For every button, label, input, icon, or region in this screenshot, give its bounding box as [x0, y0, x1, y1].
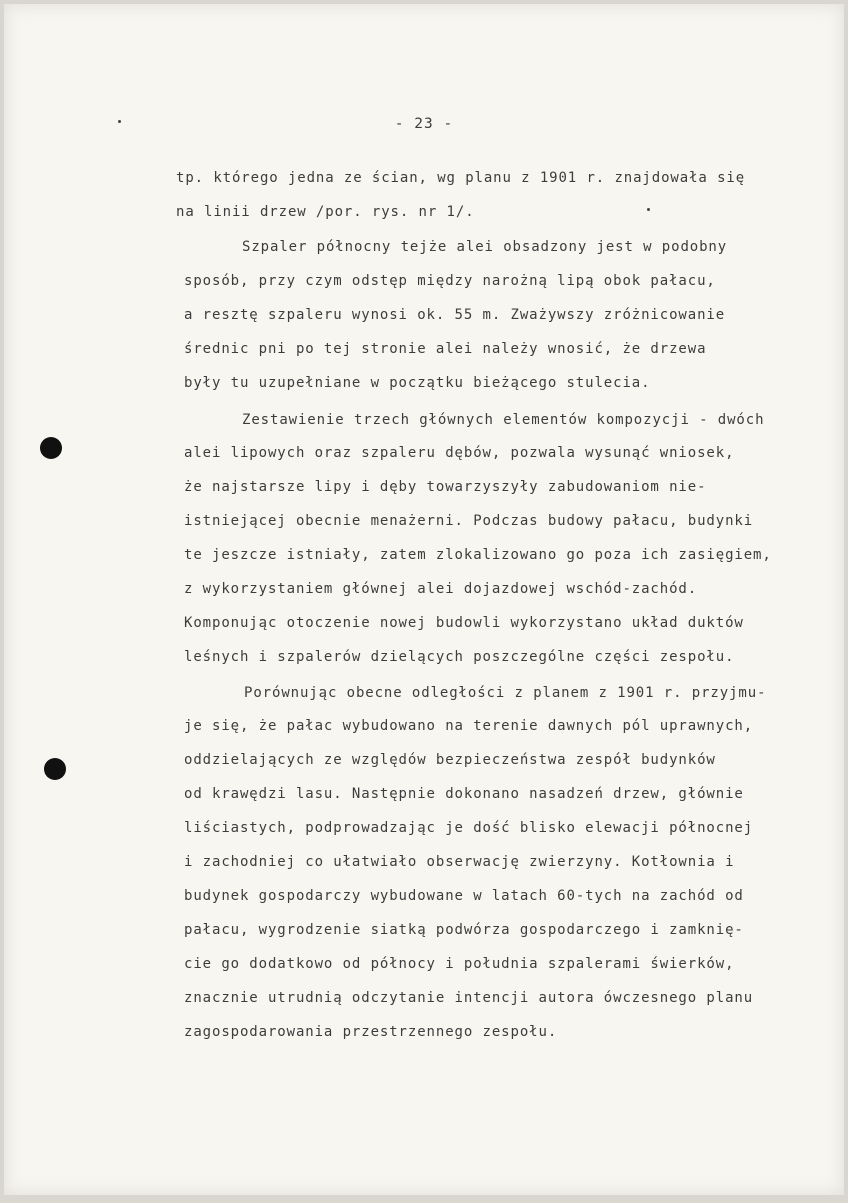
text-line: Szpaler północny tejże alei obsadzony jest w podobny: [242, 239, 728, 255]
text-line: cie go dodatkowo od północy i południa szpalerami świerków,: [184, 956, 735, 972]
text-line: tp. którego jedna ze ścian, wg planu z 1901 r. znajdowała się: [176, 170, 746, 186]
page-number: - 23 -: [394, 116, 454, 132]
text-line: te jeszcze istniały, zatem zlokalizowano go poza ich zasięgiem,: [184, 547, 772, 563]
punch-hole-top: [40, 437, 62, 459]
text-line: i zachodniej co ułatwiało obserwację zwierzyny. Kotłownia i: [184, 854, 735, 870]
text-line: istniejącej obecnie menażerni. Podczas budowy pałacu, budynki: [184, 513, 754, 529]
text-line: leśnych i szpalerów dzielących poszczególne części zespołu.: [184, 649, 735, 665]
text-line: były tu uzupełniane w początku bieżącego stulecia.: [184, 375, 651, 391]
text-line: z wykorzystaniem głównej alei dojazdowej wschód-zachód.: [184, 581, 698, 597]
text-line: że najstarsze lipy i dęby towarzyszyły zabudowaniom nie-: [184, 479, 707, 495]
text-line: budynek gospodarczy wybudowane w latach 60-tych na zachód od: [184, 888, 744, 904]
text-line: na linii drzew /por. rys. nr 1/.: [176, 204, 475, 220]
text-line: pałacu, wygrodzenie siatką podwórza gospodarczego i zamknię-: [184, 922, 744, 938]
paper-speck: [647, 208, 650, 211]
text-line: liściastych, podprowadzając je dość blisko elewacji północnej: [184, 820, 754, 836]
text-line: alei lipowych oraz szpaleru dębów, pozwala wysunąć wniosek,: [184, 445, 735, 461]
text-line: Zestawienie trzech głównych elementów kompozycji - dwóch: [242, 412, 765, 428]
text-line: je się, że pałac wybudowano na terenie dawnych pól uprawnych,: [184, 718, 754, 734]
text-line: Porównując obecne odległości z planem z 1901 r. przyjmu-: [244, 685, 767, 701]
text-line: sposób, przy czym odstęp między narożną lipą obok pałacu,: [184, 273, 716, 289]
text-line: średnic pni po tej stronie alei należy wnosić, że drzewa: [184, 341, 707, 357]
text-line: a resztę szpaleru wynosi ok. 55 m. Zważywszy zróżnicowanie: [184, 307, 726, 323]
text-line: od krawędzi lasu. Następnie dokonano nasadzeń drzew, głównie: [184, 786, 744, 802]
text-line: oddzielających ze względów bezpieczeństwa zespół budynków: [184, 752, 716, 768]
text-line: znacznie utrudnią odczytanie intencji autora ówczesnego planu: [184, 990, 754, 1006]
text-line: Komponując otoczenie nowej budowli wykorzystano układ duktów: [184, 615, 744, 631]
text-line: zagospodarowania przestrzennego zespołu.: [184, 1024, 558, 1040]
document-page: [4, 4, 844, 1195]
punch-hole-bottom: [44, 758, 66, 780]
